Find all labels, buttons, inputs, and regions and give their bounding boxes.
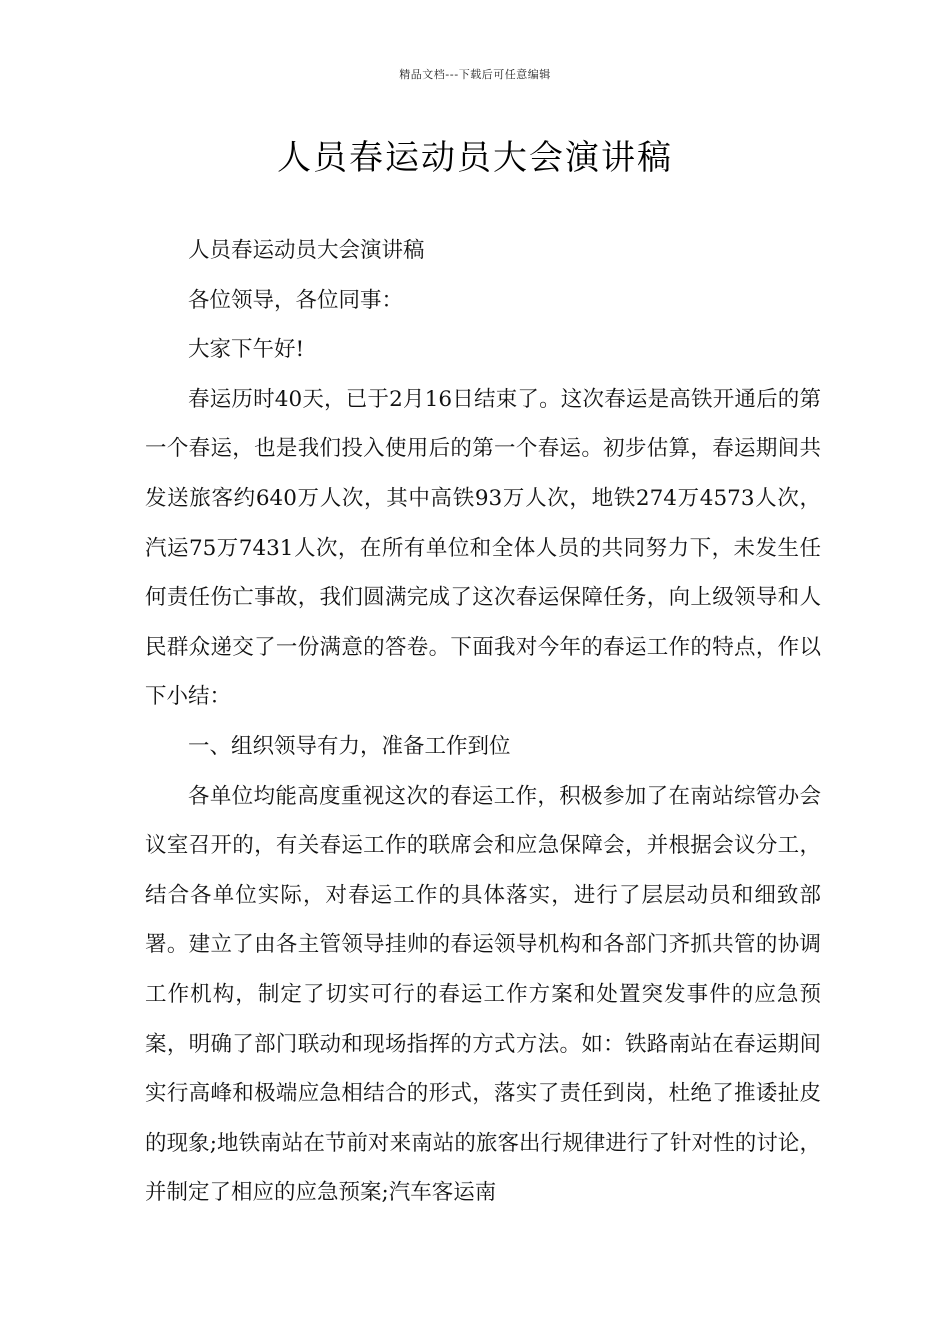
paragraph-summary: 春运历时40天，已于2月16日结束了。这次春运是高铁开通后的第一个春运，也是我们投入使用后的第一个春运。初步估算，春运期间共发送旅客约640万人次，其中高铁93万人次，地铁274万4573人次，汽运75万7431人次，在所有单位和全体人员的共同努力下，未发生任何责任伤亡事故，我们圆满完成了这次春运保障任务，向上级领导和人民群众递交了一份满意的答卷。下面我对今年的春运工作的特点，作以下小结：: [145, 386, 821, 710]
document-title: 人员春运动员大会演讲稿: [277, 138, 673, 178]
paragraph-subtitle: 人员春运动员大会演讲稿: [188, 238, 425, 263]
section-heading: 一、组织领导有力，准备工作到位: [188, 733, 511, 759]
paragraph-section-body: 各单位均能高度重视这次的春运工作，积极参加了在南站综管办会议室召开的，有关春运工作的联席会和应急保障会，并根据会议分工，结合各单位实际，对春运工作的具体落实，进行了层层动员和细致部署。建立了由各主管领导挂帅的春运领导机构和各部门齐抓共管的协调工作机构，制定了切实可行的春运工作方案和处置突发事件的应急预案，明确了部门联动和现场指挥的方式方法。如：铁路南站在春运期间实行高峰和极端应急相结合的形式，落实了责任到岗，杜绝了推诿扯皮的现象;地铁南站在节前对来南站的旅客出行规律进行了针对性的讨论，并制定了相应的应急预案;汽车客运南: [145, 783, 821, 1206]
document-body: [145, 226, 821, 1218]
header-note: 精品文档---下载后可任意编辑: [399, 68, 551, 81]
paragraph-greeting: 大家下午好!: [188, 337, 305, 363]
paragraph-salutation: 各位领导，各位同事：: [188, 287, 404, 313]
